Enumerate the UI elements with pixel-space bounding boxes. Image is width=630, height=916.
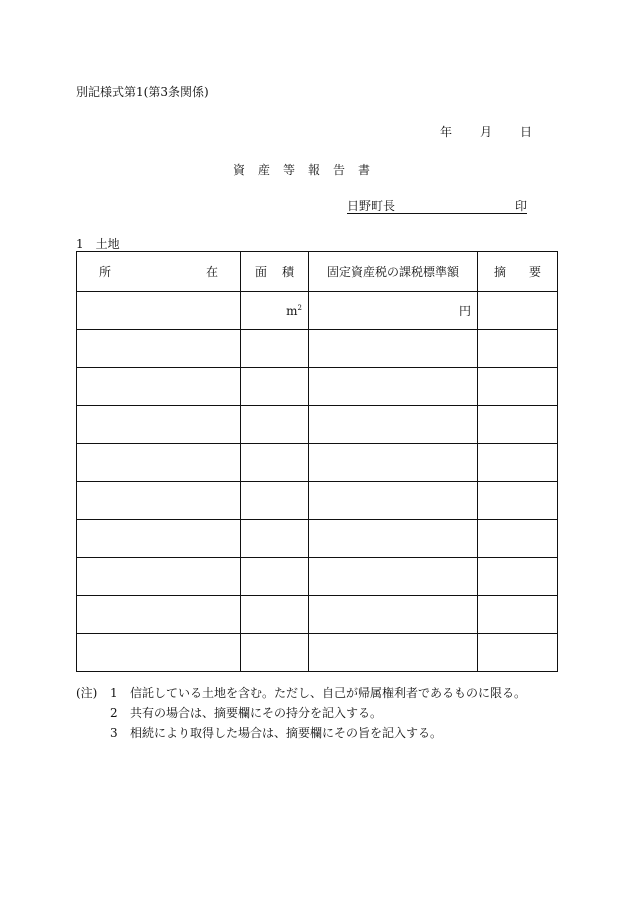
location-cell[interactable] <box>77 330 241 368</box>
assessed-value-cell[interactable] <box>309 596 478 634</box>
remarks-cell[interactable] <box>478 330 558 368</box>
header-area-part1: 面 <box>255 265 268 279</box>
assessed-value-cell[interactable] <box>309 406 478 444</box>
note-text: 信託している土地を含む。ただし、自己が帰属権利者であるものに限る。 <box>130 686 527 700</box>
location-cell[interactable] <box>77 292 241 330</box>
assessed-value-cell[interactable] <box>309 558 478 596</box>
area-cell[interactable] <box>241 368 309 406</box>
area-cell[interactable] <box>241 482 309 520</box>
header-assessed-value: 固定資産税の課税標準額 <box>309 252 478 292</box>
note-number: 1 <box>110 686 118 700</box>
remarks-cell[interactable] <box>478 368 558 406</box>
note-text: 共有の場合は、摘要欄にその持分を記入する。 <box>130 706 383 720</box>
notes-prefix: (注) <box>76 686 98 700</box>
location-cell[interactable] <box>77 368 241 406</box>
table-row <box>77 558 558 596</box>
remarks-cell[interactable] <box>478 634 558 672</box>
value-unit: 円 <box>458 304 471 318</box>
table-row <box>77 596 558 634</box>
note-text: 相続により取得した場合は、摘要欄にその旨を記入する。 <box>130 726 443 740</box>
remarks-cell[interactable] <box>478 292 558 330</box>
area-cell[interactable] <box>241 558 309 596</box>
date-month-label: 月 <box>480 125 493 139</box>
remarks-cell[interactable] <box>478 406 558 444</box>
date-line <box>440 123 532 140</box>
location-cell[interactable] <box>77 558 241 596</box>
remarks-cell[interactable] <box>478 596 558 634</box>
location-cell[interactable] <box>77 444 241 482</box>
table-header-row <box>77 252 558 292</box>
notes-section <box>76 683 526 743</box>
header-location <box>77 252 241 292</box>
addressee-line <box>347 197 527 214</box>
remarks-cell[interactable] <box>478 520 558 558</box>
assessed-value-cell[interactable] <box>309 634 478 672</box>
addressee-name: 日野町長 <box>347 199 396 213</box>
assessed-value-cell[interactable] <box>309 292 478 330</box>
table-row <box>77 292 558 330</box>
table-row <box>77 368 558 406</box>
table-row <box>77 406 558 444</box>
area-cell[interactable] <box>241 444 309 482</box>
assessed-value-cell[interactable] <box>309 482 478 520</box>
table-row <box>77 330 558 368</box>
area-cell[interactable] <box>241 292 309 330</box>
date-day-label: 日 <box>520 125 533 139</box>
header-remarks-part1: 摘 <box>494 265 507 279</box>
remarks-cell[interactable] <box>478 444 558 482</box>
area-cell[interactable] <box>241 634 309 672</box>
assessed-value-cell[interactable] <box>309 520 478 558</box>
area-cell[interactable] <box>241 520 309 558</box>
form-reference: 別記様式第1(第3条関係) <box>76 85 209 99</box>
note-number: 2 <box>110 706 118 720</box>
table-row <box>77 634 558 672</box>
area-unit: m <box>286 303 298 318</box>
area-cell[interactable] <box>241 330 309 368</box>
location-cell[interactable] <box>77 520 241 558</box>
area-cell[interactable] <box>241 596 309 634</box>
remarks-cell[interactable] <box>478 482 558 520</box>
header-area-part2: 積 <box>281 265 294 279</box>
section-label: 1 土地 <box>76 237 120 251</box>
note-item <box>76 683 526 703</box>
location-cell[interactable] <box>77 596 241 634</box>
seal-mark: 印 <box>514 199 527 213</box>
header-location-part2: 在 <box>205 265 218 279</box>
header-remarks <box>478 252 558 292</box>
table-row <box>77 444 558 482</box>
remarks-cell[interactable] <box>478 558 558 596</box>
note-item <box>76 703 526 723</box>
assessed-value-cell[interactable] <box>309 368 478 406</box>
note-item <box>76 723 526 743</box>
area-cell[interactable] <box>241 406 309 444</box>
date-year-label: 年 <box>440 125 453 139</box>
table-row <box>77 520 558 558</box>
assessed-value-cell[interactable] <box>309 330 478 368</box>
header-location-part1: 所 <box>99 265 112 279</box>
area-unit-superscript: 2 <box>297 303 302 312</box>
document-title: 資産等報告書 <box>233 163 384 177</box>
header-remarks-part2: 要 <box>528 265 541 279</box>
header-area <box>241 252 309 292</box>
land-table <box>76 251 558 672</box>
table-row <box>77 482 558 520</box>
assessed-value-cell[interactable] <box>309 444 478 482</box>
note-number: 3 <box>110 726 118 740</box>
location-cell[interactable] <box>77 634 241 672</box>
location-cell[interactable] <box>77 406 241 444</box>
location-cell[interactable] <box>77 482 241 520</box>
